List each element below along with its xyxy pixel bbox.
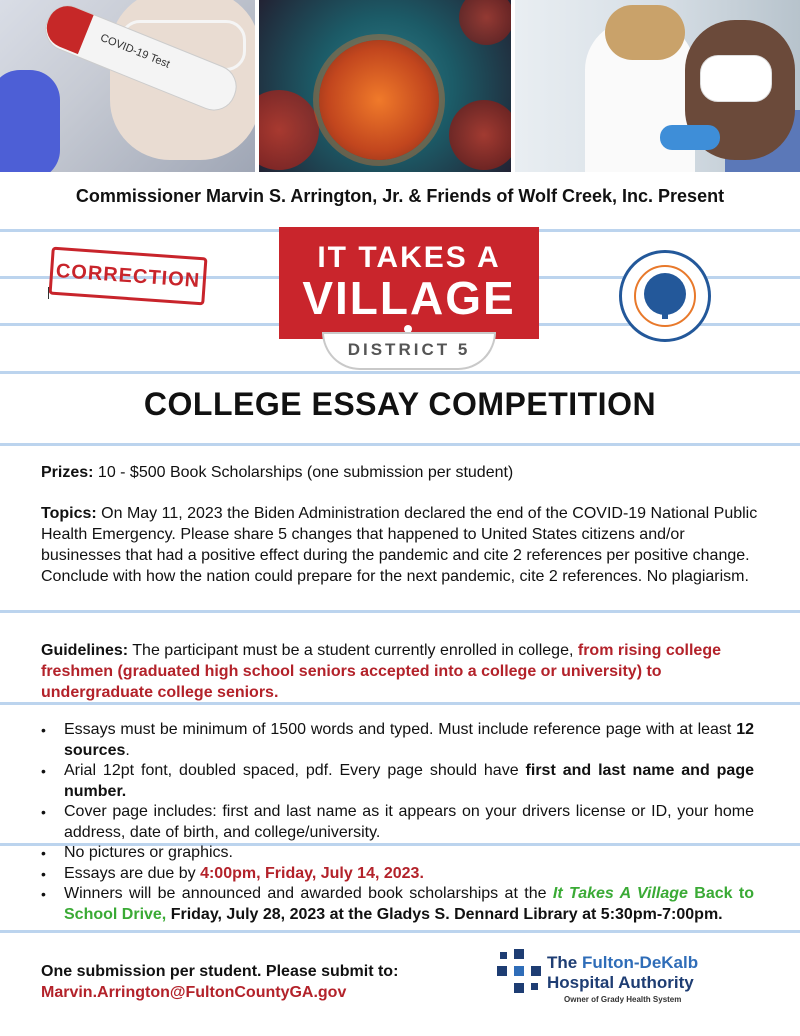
authority-name-line-1: The Fulton-DeKalb bbox=[547, 953, 699, 972]
ruled-line bbox=[0, 443, 800, 446]
authority-name-line-2: Hospital Authority bbox=[547, 973, 694, 992]
photo-strip bbox=[0, 0, 800, 172]
topics-paragraph bbox=[41, 503, 761, 587]
virus-photo bbox=[259, 0, 511, 172]
list-item: • No pictures or graphics. bbox=[41, 843, 754, 864]
guidelines-paragraph bbox=[41, 640, 761, 703]
submit-email-link[interactable]: Marvin.Arrington@FultonCountyGA.gov bbox=[41, 983, 347, 1001]
tube-label: COVID-19 Test bbox=[98, 31, 172, 71]
topics-text: On May 11, 2023 the Biden Administration declared the end of the COVID-19 National Public Health Emergency. Please share 5 changes that happened to United States citizens and/or businesses that had a positive effect during the pandemic and cite 2 references per positive change. Conclude with how the nation could prepare for the next pandemic, cite 2 references. No plagiarism. bbox=[41, 505, 758, 585]
logo-line-2: VILLAGE bbox=[302, 272, 516, 324]
list-item: • Cover page includes: first and last name as it appears on your drivers license or ID, your home address, date of birth, and college/university. bbox=[41, 802, 754, 843]
guidelines-highlight: from rising college freshmen (graduated high school seniors accepted into a college or university) to undergraduate college seniors. bbox=[41, 642, 721, 701]
presenter-line: Commissioner Marvin S. Arrington, Jr. & Friends of Wolf Creek, Inc. Present bbox=[75, 186, 725, 206]
prizes-paragraph bbox=[41, 462, 761, 483]
hospital-authority-logo bbox=[497, 949, 757, 1009]
prizes-text: 10 - $500 Book Scholarships (one submission per student) bbox=[93, 464, 514, 481]
ruled-line bbox=[0, 610, 800, 613]
requirements-list bbox=[41, 720, 754, 925]
it-takes-a-village-logo bbox=[279, 227, 539, 339]
topics-label: Topics: bbox=[41, 505, 97, 522]
ruled-line bbox=[0, 930, 800, 933]
list-item: • Essays must be minimum of 1500 words and typed. Must include reference page with at least 12 sources. bbox=[41, 720, 754, 761]
correction-stamp: CORRECTION bbox=[49, 247, 208, 306]
submission-info bbox=[41, 962, 398, 1003]
cursor-mark bbox=[48, 287, 49, 299]
guidelines-label: Guidelines: bbox=[41, 642, 129, 659]
district-banner: DISTRICT 5 bbox=[322, 332, 496, 370]
prizes-label: Prizes: bbox=[41, 464, 94, 481]
logo-line-1: IT TAKES A bbox=[317, 241, 501, 274]
authority-mark-icon bbox=[497, 949, 541, 993]
guidelines-text: The participant must be a student currently enrolled in college, bbox=[128, 642, 578, 659]
submit-line: One submission per student. Please submit to: bbox=[41, 963, 399, 980]
ruled-line bbox=[0, 371, 800, 374]
list-item: • Arial 12pt font, doubled spaced, pdf. Every page should have first and last name and page number. bbox=[41, 761, 754, 802]
covid-test-photo bbox=[0, 0, 255, 172]
list-item: • Winners will be announced and awarded book scholarships at the It Takes A Village Back to School Drive, Friday, July 28, 2023 at the Gladys S. Dennard Library at 5:30pm-7:00pm. bbox=[41, 884, 754, 925]
list-item: • Essays are due by 4:00pm, Friday, July 14, 2023. bbox=[41, 864, 754, 885]
page-title: COLLEGE ESSAY COMPETITION bbox=[143, 386, 657, 422]
vaccination-photo bbox=[515, 0, 800, 172]
commissioner-seal-icon bbox=[619, 250, 711, 342]
authority-subtitle: Owner of Grady Health System bbox=[564, 995, 682, 1004]
